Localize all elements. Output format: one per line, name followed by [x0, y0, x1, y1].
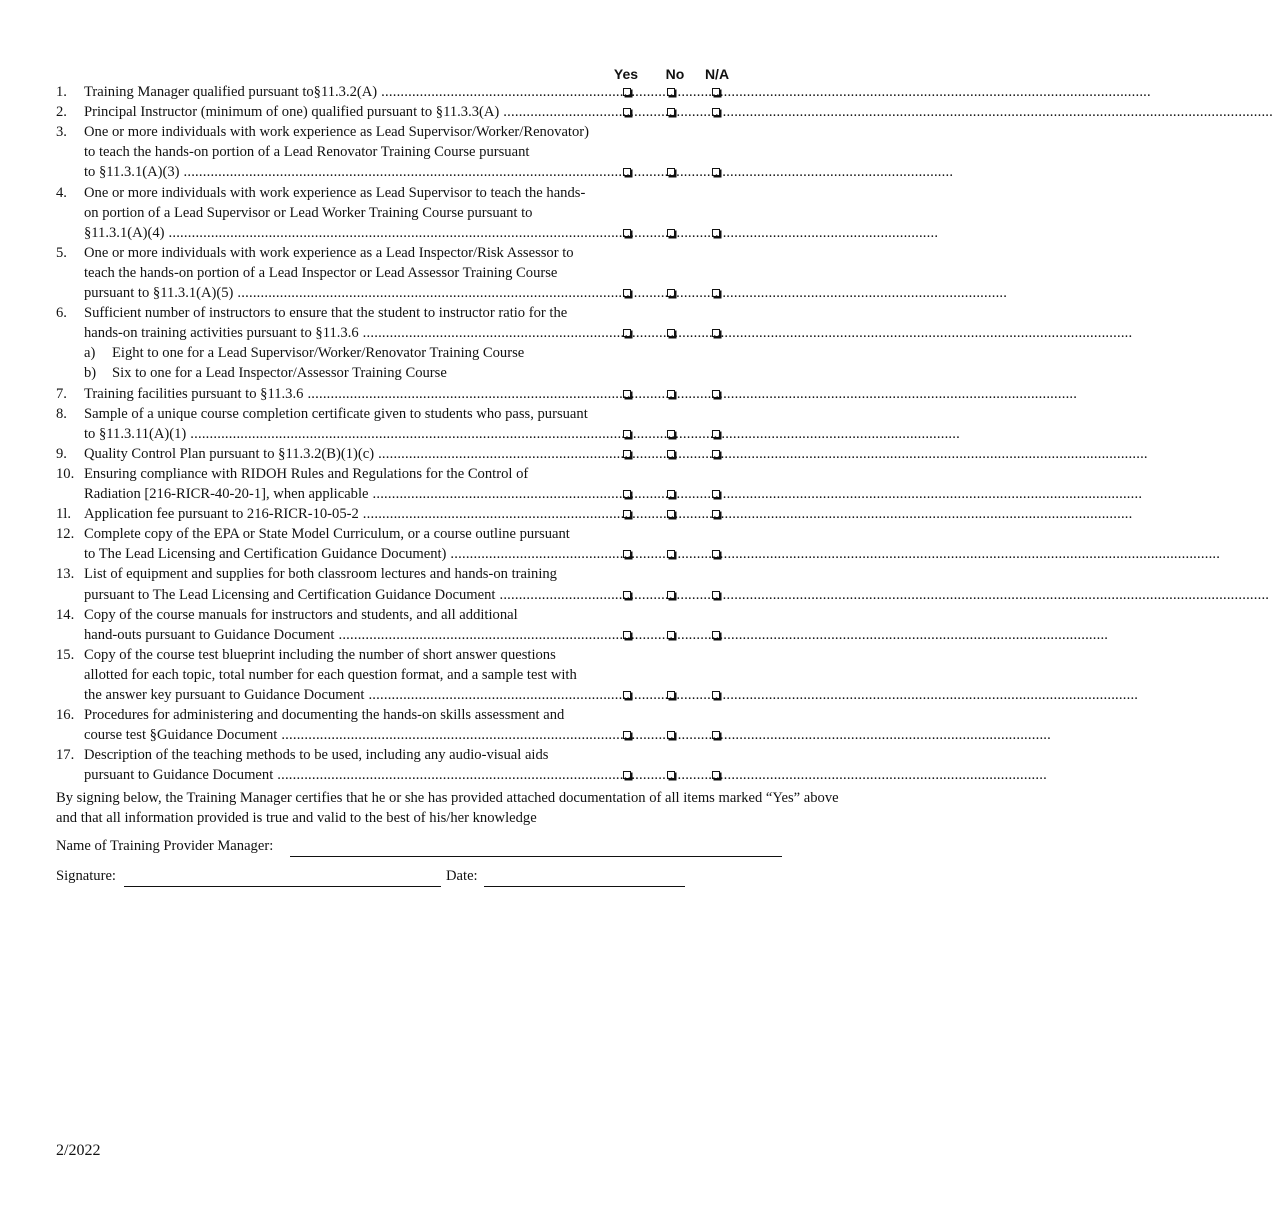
item-number: 13. [56, 566, 75, 583]
na-checkbox[interactable] [712, 691, 720, 699]
certification-line-1: By signing below, the Training Manager certifies that he or she has provided attached documentation of all items marked “Yes” above [56, 790, 839, 806]
item-text: One or more individuals with work experience as Lead Supervisor to teach the hands- [84, 184, 586, 201]
item-text: the answer key pursuant to Guidance Document [84, 687, 365, 703]
no-checkbox[interactable] [667, 490, 675, 498]
dot-leader: ........................................................................................................................................................................................................ [307, 385, 1078, 402]
item-text: to teach the hands-on portion of a Lead Renovator Training Course pursuant [84, 144, 530, 161]
dot-leader: ........................................................................................................................................................................................................ [372, 486, 1143, 502]
no-checkbox[interactable] [667, 631, 675, 639]
column-header-no: No [665, 66, 685, 82]
item-text: teach the hands-on portion of a Lead Inspector or Lead Assessor Training Course [84, 264, 558, 281]
checklist-line [0, 665, 950, 685]
item-text: Training facilities pursuant to §11.3.6 [84, 385, 304, 402]
item-text: to The Lead Licensing and Certification Guidance Document) [84, 546, 447, 563]
dot-leader: ........................................................................................................................................................................................................ [237, 285, 1008, 301]
signature-label: Signature: [56, 868, 116, 884]
na-checkbox[interactable] [712, 771, 720, 779]
column-header-yes: Yes [613, 66, 639, 82]
item-number: 7. [56, 385, 67, 402]
dot-leader: ........................................................................................................................................................................................................ [281, 727, 1051, 744]
item-number: 3. [56, 124, 67, 141]
item-text: on portion of a Lead Supervisor or Lead Worker Training Course pursuant to [84, 204, 533, 221]
dot-leader: ........................................................................................................................................................................................................ [183, 164, 954, 181]
checklist-line [0, 484, 1143, 504]
checklist-line [0, 544, 1221, 564]
checklist-line [0, 263, 950, 283]
dot-leader: ........................................................................................................................................................................................................ [190, 425, 960, 442]
checklist-line [0, 464, 950, 484]
checklist-line [0, 203, 950, 223]
sub-item-marker: a) [84, 345, 96, 362]
checklist-line [0, 102, 1273, 122]
sub-item-text: Eight to one for a Lead Supervisor/Worker/Renovator Training Course [112, 345, 525, 362]
dot-leader: ........................................................................................................................................................................................................ [168, 224, 939, 241]
item-number: 17. [56, 747, 75, 764]
dot-leader: ........................................................................................................................................................................................................ [362, 506, 1133, 523]
na-checkbox[interactable] [712, 591, 720, 599]
dot-leader: ........................................................................................................................................................................................................ [450, 546, 1221, 563]
item-text: pursuant to Guidance Document [84, 767, 274, 784]
item-number: 10. [56, 465, 75, 482]
item-text: Principal Instructor (minimum of one) qualified pursuant to §11.3.3(A) [84, 104, 500, 121]
item-text: allotted for each topic, total number for each question format, and a sample test with [84, 666, 577, 683]
na-checkbox[interactable] [712, 631, 720, 639]
checklist-line [0, 725, 1051, 745]
checklist-line [0, 384, 1078, 404]
no-checkbox[interactable] [667, 329, 675, 337]
na-checkbox[interactable] [712, 430, 720, 438]
dot-leader: ........................................................................................................................................................................................................ [368, 687, 1139, 703]
dot-leader: ........................................................................................................................................................................................................ [378, 445, 1148, 462]
date-field[interactable] [484, 886, 685, 887]
revision-date: 2/2022 [56, 1142, 101, 1159]
sub-item-text: Six to one for a Lead Inspector/Assessor Training Course [112, 365, 447, 382]
dot-leader: ........................................................................................................................................................................................................ [338, 626, 1109, 643]
item-number: 1l. [56, 506, 71, 523]
na-checkbox[interactable] [712, 510, 720, 518]
item-text: Quality Control Plan pursuant to §11.3.2(B)(1)(c) [84, 445, 375, 462]
item-text: §11.3.1(A)(4) [84, 224, 165, 241]
yes-checkbox[interactable] [623, 490, 631, 498]
sub-item-marker: b) [84, 365, 97, 382]
item-text: Copy of the course test blueprint including the number of short answer questions [84, 646, 556, 663]
na-checkbox[interactable] [712, 88, 720, 96]
no-checkbox[interactable] [667, 289, 675, 297]
item-number: 5. [56, 244, 67, 261]
sub-item [0, 363, 950, 383]
na-checkbox[interactable] [712, 229, 720, 237]
checklist-line [0, 122, 950, 142]
na-checkbox[interactable] [712, 329, 720, 337]
item-text: course test §Guidance Document [84, 727, 278, 744]
item-text: Application fee pursuant to 216-RICR-10-05-2 [84, 506, 359, 523]
yes-checkbox[interactable] [623, 430, 631, 438]
column-header-na: N/A [704, 66, 730, 82]
checklist-line [0, 303, 950, 323]
yes-checkbox[interactable] [623, 631, 631, 639]
yes-checkbox[interactable] [623, 731, 631, 739]
checklist-line [0, 404, 950, 424]
no-checkbox[interactable] [667, 390, 675, 398]
checklist-line [0, 564, 950, 584]
checklist-line [0, 685, 1139, 705]
item-text: Sufficient number of instructors to ensure that the student to instructor ratio for the [84, 305, 568, 322]
na-checkbox[interactable] [712, 390, 720, 398]
checklist-line [0, 223, 950, 243]
checklist-line [0, 765, 1047, 785]
item-number: 14. [56, 606, 75, 623]
yes-checkbox[interactable] [623, 108, 631, 116]
yes-checkbox[interactable] [623, 771, 631, 779]
checklist-line [0, 323, 1133, 343]
signature-field[interactable] [124, 886, 441, 887]
item-text: One or more individuals with work experience as Lead Supervisor/Worker/Renovator) [84, 124, 589, 141]
na-checkbox[interactable] [712, 490, 720, 498]
checklist-line [0, 283, 1008, 303]
item-number: 12. [56, 526, 75, 543]
no-checkbox[interactable] [667, 691, 675, 699]
yes-checkbox[interactable] [623, 329, 631, 337]
no-checkbox[interactable] [667, 510, 675, 518]
na-checkbox[interactable] [712, 289, 720, 297]
no-checkbox[interactable] [667, 550, 675, 558]
dot-leader: ........................................................................................................................................................................................................ [503, 104, 1273, 121]
yes-checkbox[interactable] [623, 450, 631, 458]
item-number: 15. [56, 646, 75, 663]
item-text: hand-outs pursuant to Guidance Document [84, 626, 335, 643]
item-text: to §11.3.11(A)(1) [84, 425, 187, 442]
item-text: Copy of the course manuals for instructors and students, and all additional [84, 606, 518, 623]
item-text: Ensuring compliance with RIDOH Rules and Regulations for the Control of [84, 465, 529, 482]
sub-item [0, 343, 950, 363]
certification-line-2: and that all information provided is true and valid to the best of his/her knowledge [56, 810, 537, 826]
checklist-line [0, 745, 950, 765]
checklist-line [0, 705, 950, 725]
yes-checkbox[interactable] [623, 229, 631, 237]
manager-name-label: Name of Training Provider Manager: [56, 838, 274, 854]
checklist-line [0, 162, 954, 182]
na-checkbox[interactable] [712, 108, 720, 116]
item-number: 6. [56, 305, 67, 322]
na-checkbox[interactable] [712, 731, 720, 739]
item-number: 2. [56, 104, 67, 121]
checklist-line [0, 183, 950, 203]
no-checkbox[interactable] [667, 430, 675, 438]
na-checkbox[interactable] [712, 168, 720, 176]
checklist-line [0, 645, 950, 665]
checklist-line [0, 424, 960, 444]
yes-checkbox[interactable] [623, 691, 631, 699]
item-text: to §11.3.1(A)(3) [84, 164, 180, 181]
checklist-line [0, 444, 1148, 464]
no-checkbox[interactable] [667, 450, 675, 458]
no-checkbox[interactable] [667, 591, 675, 599]
date-label: Date: [446, 868, 478, 884]
item-number: 4. [56, 184, 67, 201]
yes-checkbox[interactable] [623, 591, 631, 599]
certification-statement [56, 788, 916, 828]
item-text: hands-on training activities pursuant to §11.3.6 [84, 325, 359, 342]
item-text: pursuant to The Lead Licensing and Certification Guidance Document [84, 586, 496, 603]
item-text: List of equipment and supplies for both classroom lectures and hands-on training [84, 566, 557, 583]
item-text: Complete copy of the EPA or State Model Curriculum, or a course outline pursuant [84, 526, 570, 543]
dot-leader: ........................................................................................................................................................................................................ [362, 325, 1133, 342]
manager-name-field[interactable] [290, 856, 782, 857]
yes-checkbox[interactable] [623, 510, 631, 518]
checklist-line [0, 524, 950, 544]
no-checkbox[interactable] [667, 771, 675, 779]
checklist-line [0, 142, 950, 162]
no-checkbox[interactable] [667, 731, 675, 739]
checklist-line [0, 625, 1109, 645]
item-number: 9. [56, 445, 67, 462]
item-text: Training Manager qualified pursuant to§11.3.2(A) [84, 84, 378, 100]
checklist-line [0, 585, 1270, 605]
checklist-line [0, 504, 1133, 524]
no-checkbox[interactable] [667, 168, 675, 176]
checklist-line [0, 243, 950, 263]
dot-leader: ........................................................................................................................................................................................................ [381, 84, 1151, 100]
checklist-line [0, 82, 1151, 102]
no-checkbox[interactable] [667, 88, 675, 96]
item-text: pursuant to §11.3.1(A)(5) [84, 285, 234, 301]
no-checkbox[interactable] [667, 229, 675, 237]
yes-checkbox[interactable] [623, 390, 631, 398]
dot-leader: ........................................................................................................................................................................................................ [499, 586, 1270, 603]
no-checkbox[interactable] [667, 108, 675, 116]
yes-checkbox[interactable] [623, 168, 631, 176]
yes-checkbox[interactable] [623, 289, 631, 297]
yes-checkbox[interactable] [623, 88, 631, 96]
na-checkbox[interactable] [712, 450, 720, 458]
item-text: Description of the teaching methods to be used, including any audio-visual aids [84, 747, 549, 764]
checklist-line [0, 605, 950, 625]
item-text: Procedures for administering and documenting the hands-on skills assessment and [84, 707, 565, 724]
item-text: Radiation [216-RICR-40-20-1], when applicable [84, 486, 369, 502]
item-number: 16. [56, 707, 75, 724]
item-number: 8. [56, 405, 67, 422]
yes-checkbox[interactable] [623, 550, 631, 558]
na-checkbox[interactable] [712, 550, 720, 558]
item-text: Sample of a unique course completion certificate given to students who pass, pursuant [84, 405, 588, 422]
item-text: One or more individuals with work experience as a Lead Inspector/Risk Assessor to [84, 244, 574, 261]
dot-leader: ........................................................................................................................................................................................................ [277, 767, 1047, 784]
item-number: 1. [56, 84, 67, 100]
